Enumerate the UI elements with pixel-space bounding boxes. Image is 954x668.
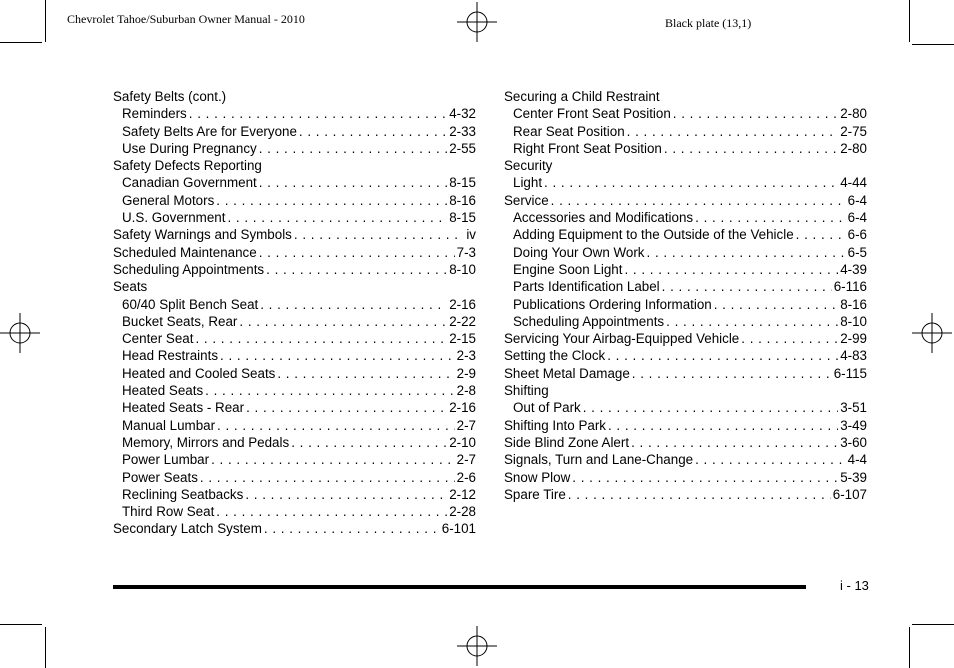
footer-rule — [113, 585, 806, 589]
registration-mark-icon — [457, 2, 497, 42]
index-entry — [113, 140, 476, 157]
dot-leader — [572, 469, 838, 486]
crop-mark — [0, 42, 42, 43]
index-entry-label: Publications Ordering Information — [513, 296, 712, 312]
dot-leader — [714, 296, 838, 313]
index-entry-label: Reclining Seatbacks — [122, 486, 244, 502]
index-entry-page: 4-83 — [840, 348, 867, 364]
index-entry — [504, 365, 867, 382]
index-entry-page: 4-44 — [840, 175, 867, 191]
dot-leader — [673, 105, 838, 122]
index-entry-label: Third Row Seat — [122, 504, 215, 520]
index-heading — [113, 88, 476, 105]
index-entry-page: 6-6 — [847, 227, 867, 243]
index-entry-label: 60/40 Split Bench Seat — [122, 296, 259, 312]
index-entry-label: Heated Seats — [122, 383, 204, 399]
dot-leader — [217, 417, 455, 434]
index-entry-label: Doing Your Own Work — [513, 244, 645, 260]
index-entry-page: 4-32 — [449, 106, 476, 122]
index-entry-page: 2-9 — [456, 365, 476, 381]
index-entry-label: Securing a Child Restraint — [504, 89, 660, 104]
dot-leader — [227, 209, 447, 226]
dot-leader — [568, 486, 831, 503]
index-entry-label: Scheduling Appointments — [513, 313, 665, 329]
index-entry — [113, 469, 476, 486]
index-entry — [504, 399, 867, 416]
dot-leader — [220, 347, 455, 364]
index-entry-page: 6-4 — [847, 192, 867, 208]
index-entry — [113, 503, 476, 520]
index-entry-page: 2-75 — [840, 123, 867, 139]
dot-leader — [551, 192, 846, 209]
index-entry-label: Heated Seats - Rear — [122, 400, 245, 416]
index-entry — [504, 261, 867, 278]
index-entry-page: 5-39 — [840, 469, 867, 485]
index-entry — [113, 347, 476, 364]
index-entry-label: Safety Belts Are for Everyone — [122, 123, 297, 139]
index-entry-label: Service — [504, 192, 549, 208]
dot-leader — [205, 382, 454, 399]
dot-leader — [216, 192, 447, 209]
dot-leader — [583, 399, 838, 416]
index-column-left — [113, 88, 476, 538]
index-entry-page: 2-55 — [449, 140, 476, 156]
index-entry — [113, 399, 476, 416]
index-entry-page: 7-3 — [456, 244, 476, 260]
index-entry — [113, 417, 476, 434]
registration-mark-icon — [0, 313, 40, 353]
index-entry — [113, 209, 476, 226]
index-entry-page: 2-10 — [449, 434, 476, 450]
index-entry-label: Bucket Seats, Rear — [122, 313, 238, 329]
crop-mark — [912, 44, 954, 45]
index-entry-page: 2-16 — [449, 296, 476, 312]
dot-leader — [647, 244, 846, 261]
index-entry — [504, 174, 867, 191]
index-entry-page: 3-51 — [840, 400, 867, 416]
dot-leader — [259, 174, 447, 191]
index-heading — [504, 382, 867, 399]
index-entry-label: Manual Lumbar — [122, 417, 216, 433]
index-entry — [504, 226, 867, 243]
dot-leader — [246, 399, 447, 416]
index-entry — [113, 313, 476, 330]
dot-leader — [294, 226, 464, 243]
index-entry — [504, 192, 867, 209]
index-entry-page: 2-33 — [449, 123, 476, 139]
index-heading — [113, 278, 476, 295]
index-entry-page: 6-5 — [847, 244, 867, 260]
dot-leader — [741, 330, 838, 347]
index-entry-label: Servicing Your Airbag-Equipped Vehicle — [504, 331, 740, 347]
dot-leader — [632, 365, 832, 382]
index-entry-label: Heated and Cooled Seats — [122, 365, 276, 381]
index-entry-page: 2-99 — [840, 331, 867, 347]
index-entry-page: 4-39 — [840, 261, 867, 277]
index-entry — [504, 244, 867, 261]
index-entry-label: Power Seats — [122, 469, 198, 485]
index-entry — [113, 192, 476, 209]
dot-leader — [245, 486, 447, 503]
plate-label: Black plate (13,1) — [665, 16, 752, 30]
index-entry-page: 6-101 — [441, 521, 476, 537]
crop-mark — [909, 0, 910, 42]
index-entry-label: Shifting — [504, 383, 549, 399]
index-entry — [113, 226, 476, 243]
index-entry-page: 2-8 — [456, 383, 476, 399]
dot-leader — [277, 365, 454, 382]
index-entry-label: Security — [504, 158, 553, 174]
index-entry — [504, 209, 867, 226]
index-entry — [504, 330, 867, 347]
index-entry-page: 8-16 — [840, 296, 867, 312]
index-entry-page: 6-115 — [833, 365, 867, 381]
crop-mark — [0, 624, 42, 625]
dot-leader — [211, 451, 455, 468]
index-entry — [504, 347, 867, 364]
index-entry-label: Rear Seat Position — [513, 123, 625, 139]
index-entry-page: 2-3 — [456, 348, 476, 364]
index-entry-label: Center Seat — [122, 331, 194, 347]
index-entry-label: Reminders — [122, 106, 187, 122]
index-entry-page: 8-10 — [840, 313, 867, 329]
dot-leader — [662, 278, 832, 295]
index-entry-page: 8-10 — [449, 261, 476, 277]
dot-leader — [299, 123, 447, 140]
registration-mark-icon — [912, 313, 952, 353]
index-entry-label: Engine Soon Light — [513, 261, 623, 277]
index-entry-page: 8-15 — [449, 175, 476, 191]
index-entry-page: 2-80 — [840, 106, 867, 122]
index-entry — [504, 313, 867, 330]
index-entry — [113, 261, 476, 278]
index-entry — [504, 451, 867, 468]
index-entry-label: Side Blind Zone Alert — [504, 434, 630, 450]
dot-leader — [695, 209, 846, 226]
dot-leader — [624, 261, 838, 278]
index-entry-page: 2-15 — [449, 331, 476, 347]
index-entry-label: Shifting Into Park — [504, 417, 606, 433]
index-entry-label: Scheduled Maintenance — [113, 244, 257, 260]
dot-leader — [664, 140, 838, 157]
dot-leader — [189, 105, 447, 122]
index-entry-label: Spare Tire — [504, 486, 566, 502]
index-entry-label: U.S. Government — [122, 210, 226, 226]
index-entry-page: 3-60 — [840, 434, 867, 450]
page-number: i - 13 — [840, 578, 869, 593]
index-entry — [113, 174, 476, 191]
dot-leader — [796, 226, 846, 243]
index-entry-page: 2-7 — [456, 417, 476, 433]
index-entry — [504, 278, 867, 295]
index-entry-label: Secondary Latch System — [113, 521, 262, 537]
dot-leader — [216, 503, 447, 520]
index-entry — [504, 105, 867, 122]
crop-mark — [912, 624, 954, 625]
dot-leader — [627, 123, 839, 140]
index-entry — [113, 296, 476, 313]
index-entry-label: Use During Pregnancy — [122, 140, 257, 156]
index-entry-label: Head Restraints — [122, 348, 219, 364]
index-entry-label: Safety Warnings and Symbols — [113, 227, 292, 243]
index-entry-label: Accessories and Modifications — [513, 210, 694, 226]
index-entry-label: Seats — [113, 279, 148, 295]
dot-leader — [695, 451, 846, 468]
crop-mark — [909, 627, 910, 668]
dot-leader — [264, 520, 440, 537]
index-entry — [113, 123, 476, 140]
index-entry-label: Scheduling Appointments — [113, 261, 265, 277]
index-heading — [504, 157, 867, 174]
index-entry-page: 6-107 — [832, 486, 867, 502]
dot-leader — [195, 330, 447, 347]
index-entry-page: 2-22 — [449, 313, 476, 329]
index-entry-label: Right Front Seat Position — [513, 140, 662, 156]
index-entry-page: 3-49 — [840, 417, 867, 433]
index-entry — [113, 365, 476, 382]
index-entry-label: Adding Equipment to the Outside of the Vehicle — [513, 227, 794, 243]
index-entry — [504, 123, 867, 140]
index-entry-page: 8-16 — [449, 192, 476, 208]
index-entry — [113, 330, 476, 347]
index-heading — [113, 157, 476, 174]
index-entry-label: Memory, Mirrors and Pedals — [122, 434, 290, 450]
registration-mark-icon — [457, 626, 497, 666]
dot-leader — [666, 313, 838, 330]
dot-leader — [200, 469, 455, 486]
dot-leader — [544, 174, 838, 191]
index-entry-label: Canadian Government — [122, 175, 257, 191]
index-entry — [113, 451, 476, 468]
dot-leader — [608, 417, 838, 434]
index-entry-page: 2-16 — [449, 400, 476, 416]
dot-leader — [239, 313, 447, 330]
index-entry-page: 2-6 — [456, 469, 476, 485]
index-entry — [504, 296, 867, 313]
crop-mark — [45, 0, 46, 42]
manual-title: Chevrolet Tahoe/Suburban Owner Manual - 2010 — [67, 12, 305, 26]
index-entry — [504, 486, 867, 503]
dot-leader — [631, 434, 838, 451]
index-entry-page: 2-28 — [449, 504, 476, 520]
index-entry-page: iv — [466, 227, 476, 243]
index-entry-label: Safety Defects Reporting — [113, 158, 262, 174]
index-entry — [113, 434, 476, 451]
index-entry-page: 6-4 — [847, 210, 867, 226]
index-entry-page: 6-116 — [833, 279, 867, 295]
index-entry-label: Parts Identification Label — [513, 279, 660, 295]
index-entry-page: 8-15 — [449, 210, 476, 226]
index-heading — [504, 88, 867, 105]
index-entry-label: Out of Park — [513, 400, 581, 416]
index-entry-label: Sheet Metal Damage — [504, 365, 630, 381]
dot-leader — [259, 140, 447, 157]
index-entry-label: Center Front Seat Position — [513, 106, 671, 122]
index-entry-page: 2-80 — [840, 140, 867, 156]
index-entry — [113, 486, 476, 503]
index-entry-label: Setting the Clock — [504, 348, 606, 364]
index-entry — [504, 417, 867, 434]
index-column-right — [504, 88, 867, 503]
index-entry-label: Light — [513, 175, 543, 191]
index-entry-page: 2-7 — [456, 452, 476, 468]
index-entry-label: Power Lumbar — [122, 452, 210, 468]
index-entry — [504, 140, 867, 157]
index-entry-page: 2-12 — [449, 486, 476, 502]
dot-leader — [291, 434, 447, 451]
dot-leader — [266, 261, 447, 278]
dot-leader — [259, 244, 455, 261]
index-entry — [113, 520, 476, 537]
dot-leader — [607, 347, 838, 364]
index-entry-label: Safety Belts (cont.) — [113, 89, 227, 104]
dot-leader — [260, 296, 447, 313]
index-entry — [113, 382, 476, 399]
index-entry — [504, 469, 867, 486]
index-entry-label: General Motors — [122, 192, 215, 208]
index-entry-page: 4-4 — [847, 452, 867, 468]
index-entry — [113, 105, 476, 122]
index-entry-label: Snow Plow — [504, 469, 571, 485]
index-entry-label: Signals, Turn and Lane-Change — [504, 452, 694, 468]
crop-mark — [45, 627, 46, 668]
index-entry — [504, 434, 867, 451]
index-entry — [113, 244, 476, 261]
